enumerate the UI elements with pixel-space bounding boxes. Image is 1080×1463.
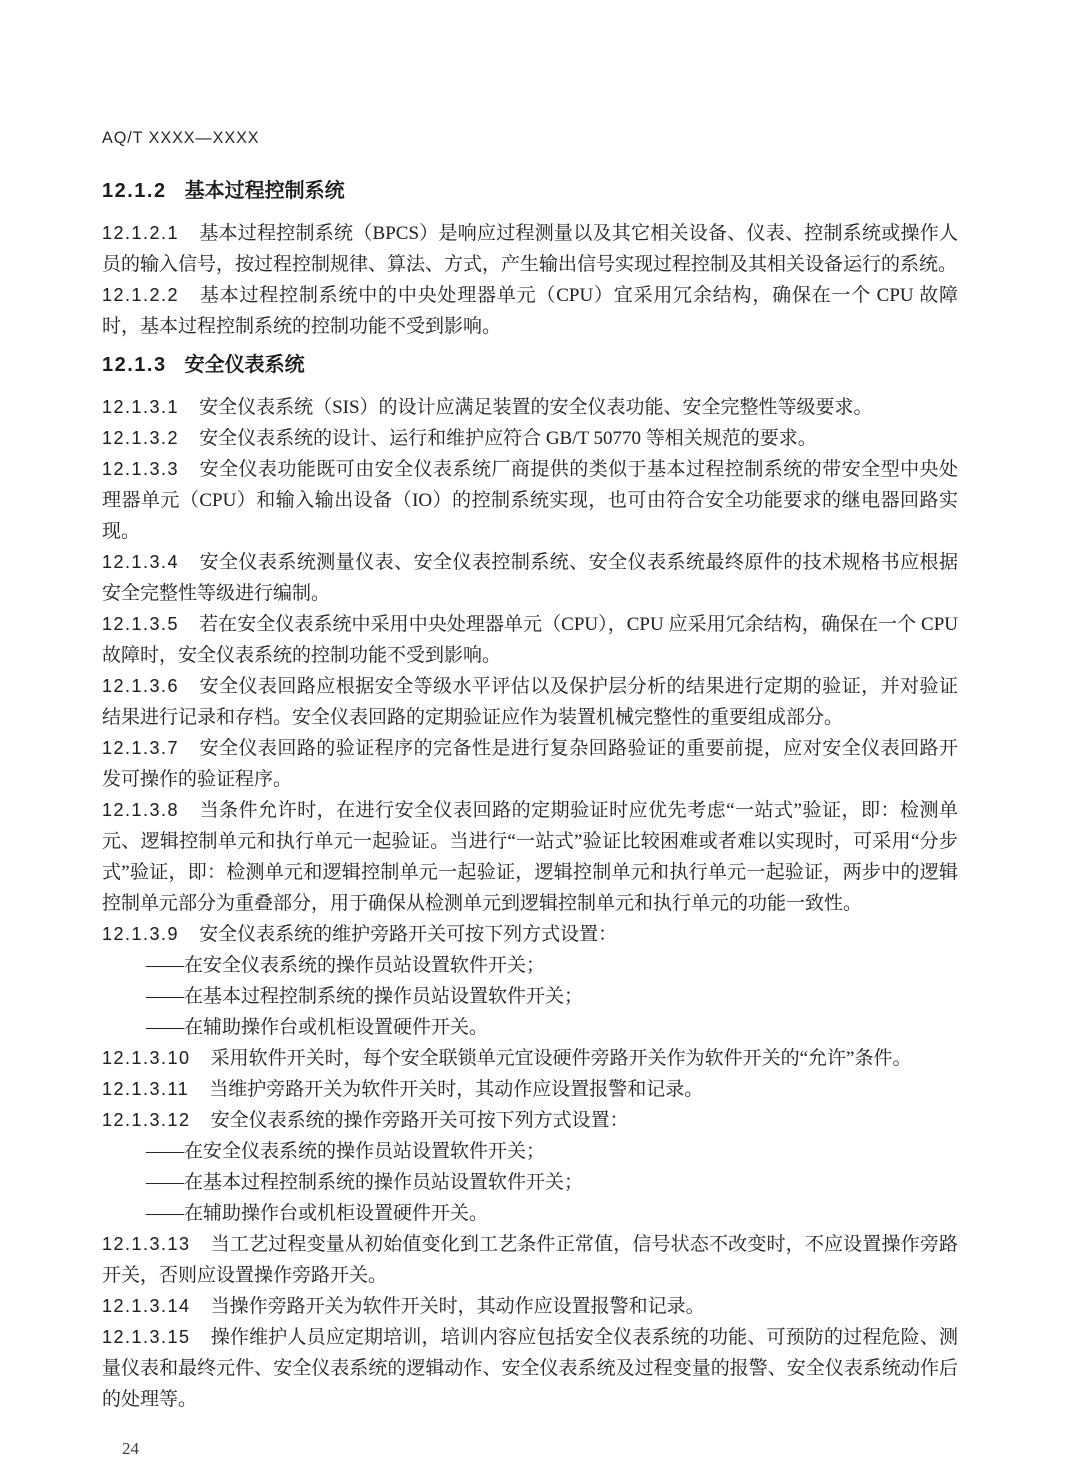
clause-text: 安全仪表回路应根据安全等级水平评估以及保护层分析的结果进行定期的验证，并对验证结果进行记录和存档。安全仪表回路的定期验证应作为装置机械完整性的重要组成部分。 (102, 676, 958, 728)
clause-text: 安全仪表系统的操作旁路开关可按下列方式设置： (210, 1110, 629, 1131)
dash-item: ——在辅助操作台或机柜设置硬件开关。 (146, 1017, 489, 1038)
clause-number: 12.1.3.11 (102, 1079, 190, 1099)
dash-item: ——在基本过程控制系统的操作员站设置软件开关； (146, 986, 584, 1007)
clause-text: 操作维护人员应定期培训，培训内容应包括安全仪表系统的功能、可预防的过程危险、测量仪表和最终元件、安全仪表系统的逻辑动作、安全仪表系统及过程变量的报警、安全仪表系统动作后的处理等。 (102, 1327, 958, 1410)
clause-text: 当条件允许时，在进行安全仪表回路的定期验证时应优先考虑“一站式”验证，即：检测单元、逻辑控制单元和执行单元一起验证。当进行“一站式”验证比较困难或者难以实现时，可采用“分步式”验证，即：检测单元和逻辑控制单元一起验证，逻辑控制单元和执行单元一起验证，两步中的逻辑控制单元部分为重叠部分，用于确保从检测单元到逻辑控制单元和执行单元的功能一致性。 (102, 800, 958, 914)
clause-number: 12.1.3.5 (102, 614, 180, 634)
clause-text: 安全仪表系统的维护旁路开关可按下列方式设置： (199, 924, 618, 945)
clause-12-1-3-11 (102, 1074, 958, 1105)
dash-item: ——在基本过程控制系统的操作员站设置软件开关； (146, 1172, 584, 1193)
heading-number: 12.1.3 (102, 354, 167, 376)
clause-number: 12.1.3.14 (102, 1296, 191, 1316)
section-heading-12-1-2 (102, 178, 958, 204)
clause-text: 基本过程控制系统（BPCS）是响应过程测量以及其它相关设备、仪表、控制系统或操作人员的输入信号，按过程控制规律、算法、方式，产生输出信号实现过程控制及其相关设备运行的系统。 (102, 223, 958, 275)
clause-number: 12.1.2.1 (102, 223, 180, 243)
clause-12-1-3-10 (102, 1043, 958, 1074)
clause-12-1-3-3 (102, 454, 958, 547)
dash-item: ——在安全仪表系统的操作员站设置软件开关； (146, 1141, 546, 1162)
running-header: AQ/T XXXX—XXXX (102, 128, 260, 147)
clause-text: 安全仪表系统的设计、运行和维护应符合 GB/T 50770 等相关规范的要求。 (199, 428, 817, 449)
clause-12-1-3-12 (102, 1105, 958, 1136)
clause-text: 当维护旁路开关为软件开关时，其动作应设置报警和记录。 (209, 1079, 704, 1100)
clause-text: 安全仪表系统测量仪表、安全仪表控制系统、安全仪表系统最终原件的技术规格书应根据安全完整性等级进行编制。 (102, 552, 958, 604)
clause-number: 12.1.3.1 (102, 397, 180, 417)
clause-number: 12.1.3.9 (102, 924, 180, 944)
clause-number: 12.1.3.13 (102, 1234, 191, 1254)
clause-12-1-3-7 (102, 733, 958, 795)
heading-title: 基本过程控制系统 (184, 180, 345, 202)
page-number: 24 (122, 1439, 139, 1458)
clause-text: 安全仪表回路的验证程序的完备性是进行复杂回路验证的重要前提，应对安全仪表回路开发可操作的验证程序。 (102, 738, 958, 790)
heading-title: 安全仪表系统 (184, 354, 305, 376)
clause-12-1-2-1 (102, 218, 958, 280)
clause-12-1-3-8 (102, 795, 958, 919)
clause-12-1-3-4 (102, 547, 958, 609)
clause-text: 安全仪表系统（SIS）的设计应满足装置的安全仪表功能、安全完整性等级要求。 (199, 397, 873, 418)
clause-text: 安全仪表功能既可由安全仪表系统厂商提供的类似于基本过程控制系统的带安全型中央处理器单元（CPU）和输入输出设备（IO）的控制系统实现，也可由符合安全功能要求的继电器回路实现。 (102, 459, 958, 542)
clause-12-1-3-14 (102, 1291, 958, 1322)
clause-number: 12.1.3.8 (102, 800, 180, 820)
clause-12-1-3-2 (102, 423, 958, 454)
clause-number: 12.1.2.2 (102, 285, 180, 305)
clause-text: 当工艺过程变量从初始值变化到工艺条件正常值，信号状态不改变时，不应设置操作旁路开关，否则应设置操作旁路开关。 (102, 1234, 958, 1286)
clause-12-1-2-2 (102, 280, 958, 342)
clause-12-1-3-13 (102, 1229, 958, 1291)
section-heading-12-1-3 (102, 352, 958, 378)
clause-number: 12.1.3.6 (102, 676, 180, 696)
clause-number: 12.1.3.10 (102, 1048, 191, 1068)
clause-number: 12.1.3.2 (102, 428, 180, 448)
clause-number: 12.1.3.12 (102, 1110, 191, 1130)
heading-number: 12.1.2 (102, 180, 167, 202)
dash-item: ——在安全仪表系统的操作员站设置软件开关； (146, 955, 546, 976)
clause-12-1-3-15 (102, 1322, 958, 1415)
clause-number: 12.1.3.15 (102, 1327, 191, 1347)
clause-12-1-3-9 (102, 919, 958, 950)
clause-12-1-3-1 (102, 392, 958, 423)
clause-text: 采用软件开关时，每个安全联锁单元宜设硬件旁路开关作为软件开关的“允许”条件。 (210, 1048, 912, 1069)
clause-text: 若在安全仪表系统中采用中央处理器单元（CPU），CPU 应采用冗余结构，确保在一个 CPU 故障时，安全仪表系统的控制功能不受到影响。 (102, 614, 958, 666)
clause-number: 12.1.3.4 (102, 552, 180, 572)
clause-number: 12.1.3.3 (102, 459, 180, 479)
dash-item: ——在辅助操作台或机柜设置硬件开关。 (146, 1203, 489, 1224)
clause-number: 12.1.3.7 (102, 738, 180, 758)
clause-12-1-3-5 (102, 609, 958, 671)
clause-text: 基本过程控制系统中的中央处理器单元（CPU）宜采用冗余结构，确保在一个 CPU 故障时，基本过程控制系统的控制功能不受到影响。 (102, 285, 958, 337)
clause-text: 当操作旁路开关为软件开关时，其动作应设置报警和记录。 (210, 1296, 705, 1317)
clause-12-1-3-6 (102, 671, 958, 733)
